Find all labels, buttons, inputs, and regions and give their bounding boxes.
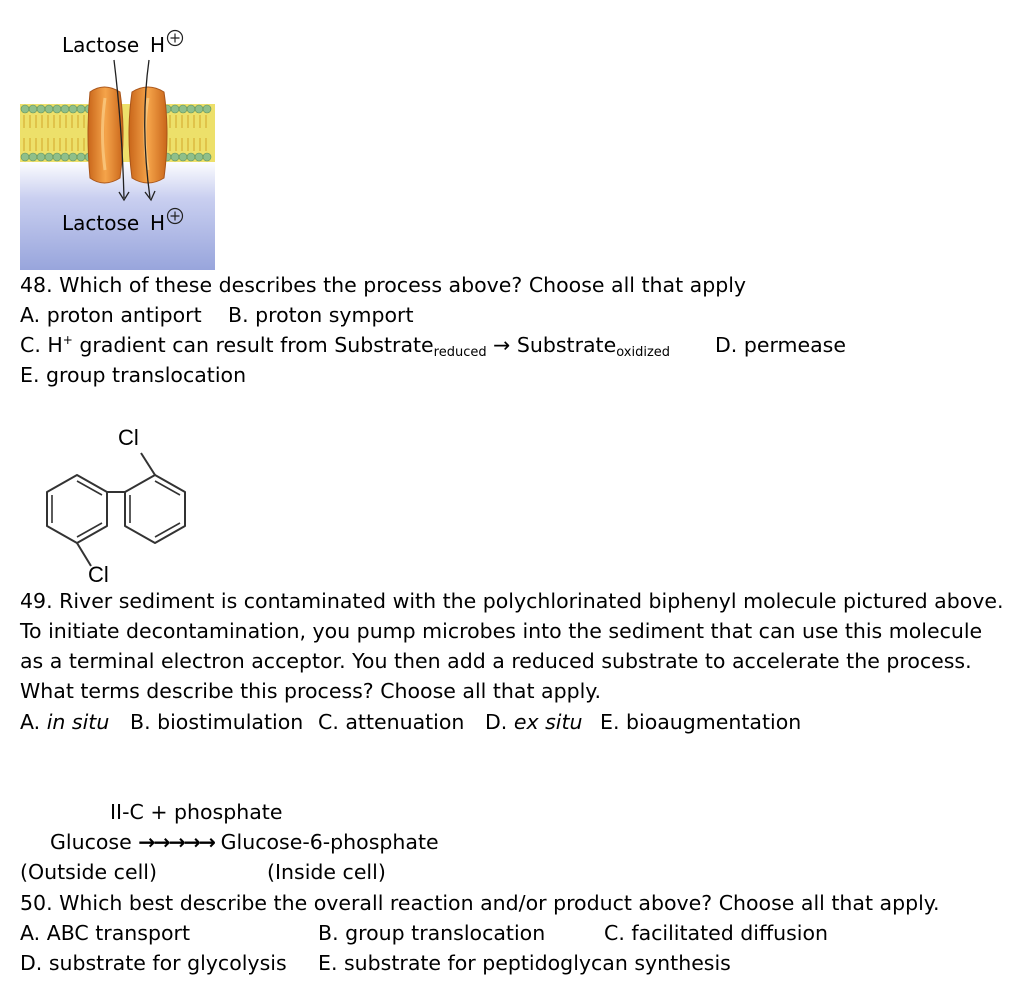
q49-option-e[interactable]: E. bioaugmentation bbox=[600, 710, 802, 734]
q49-option-b[interactable]: B. biostimulation bbox=[130, 710, 304, 734]
inside-cell-label: (Inside cell) bbox=[267, 860, 386, 884]
q48-option-d[interactable]: D. permease bbox=[715, 333, 846, 357]
reaction-substrate: Glucose bbox=[50, 830, 132, 854]
q50-option-e[interactable]: E. substrate for peptidoglycan synthesis bbox=[318, 951, 731, 975]
h-ion-label-top: H bbox=[150, 33, 166, 57]
lactose-label-top: Lactose bbox=[62, 33, 140, 57]
q49-option-a[interactable] bbox=[20, 707, 109, 737]
q49-a-italic: in situ bbox=[46, 710, 110, 734]
q48-c-arrow: → Substrate bbox=[486, 333, 617, 357]
q48-option-e[interactable]: E. group translocation bbox=[20, 363, 247, 387]
q48-c-superscript: + bbox=[62, 333, 73, 347]
lactose-label-bottom: Lactose bbox=[62, 211, 140, 235]
q49-d-prefix: D. bbox=[485, 710, 514, 734]
q49-line-3: as a terminal electron acceptor. You then add a reduced substrate to accelerate the process. bbox=[20, 649, 972, 673]
q49-line-4: What terms describe this process? Choose all that apply. bbox=[20, 679, 602, 703]
q49-a-prefix: A. bbox=[20, 710, 47, 734]
q48-option-c[interactable] bbox=[20, 330, 670, 364]
q48-c-subscript-oxidized: oxidized bbox=[616, 345, 671, 360]
q48-option-a[interactable]: A. proton antiport bbox=[20, 303, 202, 327]
proton-charge-icon-top bbox=[168, 31, 183, 46]
q50-option-d[interactable]: D. substrate for glycolysis bbox=[20, 951, 287, 975]
q48-option-b[interactable]: B. proton symport bbox=[228, 303, 414, 327]
q49-option-d[interactable] bbox=[485, 707, 583, 737]
q48-c-prefix: C. H bbox=[20, 333, 63, 357]
q49-d-italic: ex situ bbox=[513, 710, 583, 734]
reaction-product: Glucose-6-phosphate bbox=[220, 830, 439, 854]
q48-c-middle: gradient can result from Substrate bbox=[72, 333, 434, 357]
cl-bond-top bbox=[141, 453, 155, 475]
chlorine-label-top: Cl bbox=[118, 425, 139, 450]
reaction-arrows: →→→→→ bbox=[138, 830, 215, 854]
chlorine-label-bottom: Cl bbox=[88, 562, 109, 587]
q49-line-1: 49. River sediment is contaminated with the polychlorinated biphenyl molecule pictured above. bbox=[20, 589, 1004, 613]
right-benzene-ring bbox=[125, 475, 185, 543]
q50-option-c[interactable]: C. facilitated diffusion bbox=[604, 921, 828, 945]
left-benzene-ring bbox=[47, 475, 107, 543]
outside-cell-label: (Outside cell) bbox=[20, 860, 157, 884]
q49-line-2: To initiate decontamination, you pump microbes into the sediment that can use this molecule bbox=[20, 619, 983, 643]
q50-stem: 50. Which best describe the overall reaction and/or product above? Choose all that apply. bbox=[20, 891, 940, 915]
h-ion-label-bottom: H bbox=[150, 211, 166, 235]
q50-option-a[interactable]: A. ABC transport bbox=[20, 921, 190, 945]
q50-option-b[interactable]: B. group translocation bbox=[318, 921, 546, 945]
reaction-line bbox=[50, 827, 439, 857]
q48-c-subscript-reduced: reduced bbox=[433, 345, 487, 360]
q49-option-c[interactable]: C. attenuation bbox=[318, 710, 465, 734]
q48-stem: 48. Which of these describes the process above? Choose all that apply bbox=[20, 273, 747, 297]
reaction-cofactor-label: II-C + phosphate bbox=[110, 800, 283, 824]
